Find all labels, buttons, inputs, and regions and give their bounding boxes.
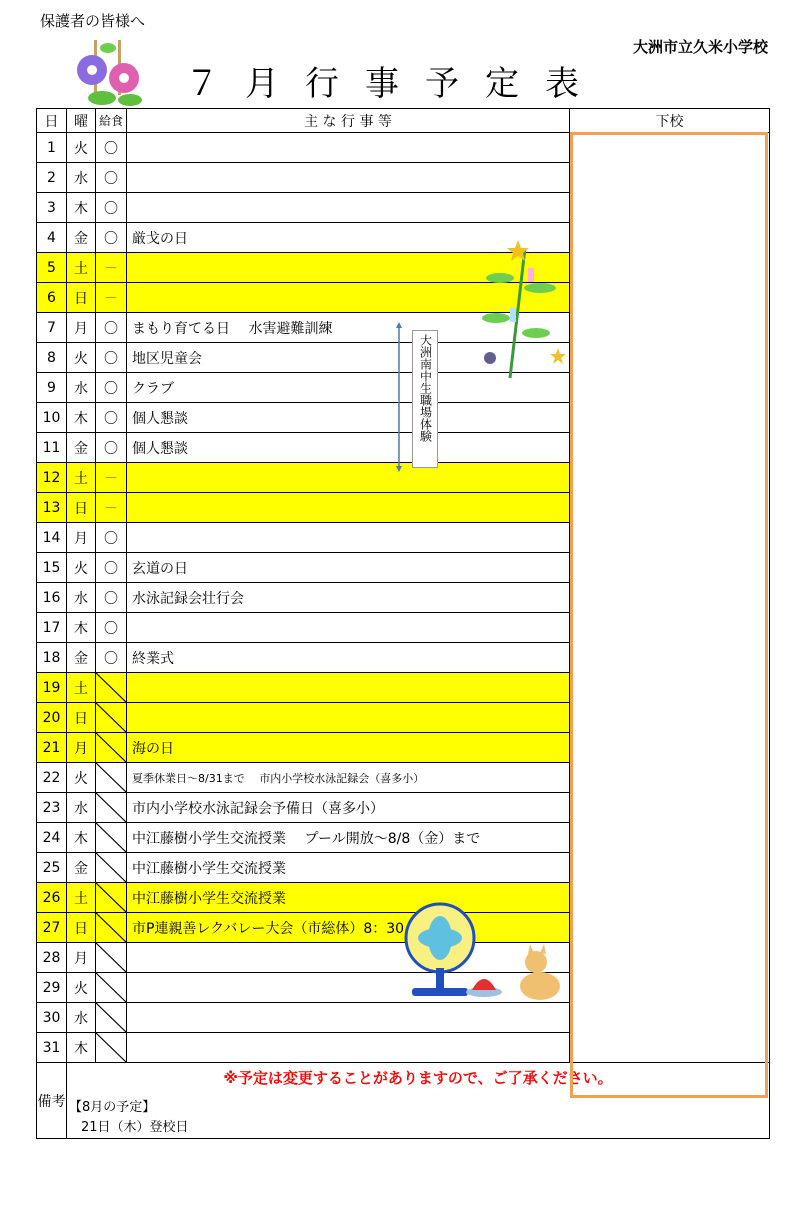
double-arrow-icon: [396, 322, 402, 472]
meal-none-slash: [96, 1033, 127, 1063]
event-text: [127, 703, 570, 733]
day-number: 3: [37, 193, 67, 223]
memo-label: 備考: [37, 1063, 67, 1139]
day-number: 5: [37, 253, 67, 283]
day-number: 7: [37, 313, 67, 343]
meal-mark: －: [96, 253, 127, 283]
weekday: 木: [67, 193, 96, 223]
day-number: 2: [37, 163, 67, 193]
day-number: 26: [37, 883, 67, 913]
weekday: 土: [67, 673, 96, 703]
day-number: 15: [37, 553, 67, 583]
event-text: 市内小学校水泳記録会予備日（喜多小）: [127, 793, 570, 823]
event-text: [127, 1003, 570, 1033]
event-text: 個人懇談: [127, 403, 570, 433]
weekday: 日: [67, 703, 96, 733]
event-text: [127, 523, 570, 553]
event-text: 中江藤樹小学生交流授業: [127, 883, 570, 913]
recipient-label: 保護者の皆様へ: [40, 12, 146, 30]
day-number: 25: [37, 853, 67, 883]
meal-none-slash: [96, 673, 127, 703]
meal-mark: －: [96, 463, 127, 493]
school-name: 大洲市立久米小学校: [632, 38, 768, 56]
event-text: 中江藤樹小学生交流授業: [127, 853, 570, 883]
day-number: 9: [37, 373, 67, 403]
event-text: 市P連親善レクバレー大会（市総体）8：30: [127, 913, 570, 943]
event-text: 厳戈の日: [127, 223, 570, 253]
col-day: 日: [37, 109, 67, 133]
meal-mark: 〇: [96, 343, 127, 373]
day-number: 24: [37, 823, 67, 853]
side-note: [412, 330, 438, 468]
meal-mark: －: [96, 493, 127, 523]
meal-mark: 〇: [96, 583, 127, 613]
weekday: 金: [67, 643, 96, 673]
col-events: 主 な 行 事 等: [127, 109, 570, 133]
event-text: クラブ: [127, 373, 570, 403]
event-text: 水泳記録会壮行会: [127, 583, 570, 613]
day-number: 1: [37, 133, 67, 163]
day-number: 16: [37, 583, 67, 613]
meal-mark: 〇: [96, 613, 127, 643]
day-number: 11: [37, 433, 67, 463]
meal-none-slash: [96, 703, 127, 733]
event-text: [127, 1033, 570, 1063]
weekday: 日: [67, 493, 96, 523]
event-text: 玄道の日: [127, 553, 570, 583]
event-text: [127, 493, 570, 523]
meal-mark: 〇: [96, 313, 127, 343]
meal-none-slash: [96, 943, 127, 973]
weekday: 火: [67, 973, 96, 1003]
meal-none-slash: [96, 973, 127, 1003]
weekday: 金: [67, 853, 96, 883]
tanabata-bamboo-illustration: [470, 238, 570, 388]
col-dismissal: 下校: [570, 109, 770, 133]
day-number: 31: [37, 1033, 67, 1063]
event-text: 終業式: [127, 643, 570, 673]
weekday: 月: [67, 733, 96, 763]
event-text: 地区児童会: [127, 343, 570, 373]
day-number: 19: [37, 673, 67, 703]
day-number: 21: [37, 733, 67, 763]
weekday: 水: [67, 163, 96, 193]
weekday: 金: [67, 433, 96, 463]
day-number: 17: [37, 613, 67, 643]
weekday: 月: [67, 943, 96, 973]
meal-mark: 〇: [96, 553, 127, 583]
col-meal: 給食: [96, 109, 127, 133]
event-text: 夏季休業日～8/31まで 市内小学校水泳記録会（喜多小）: [127, 763, 570, 793]
weekday: 月: [67, 313, 96, 343]
weekday: 木: [67, 1033, 96, 1063]
weekday: 土: [67, 883, 96, 913]
meal-none-slash: [96, 883, 127, 913]
august-item: 21日（木）登校日: [81, 1120, 189, 1135]
day-number: 23: [37, 793, 67, 823]
meal-none-slash: [96, 853, 127, 883]
weekday: 月: [67, 523, 96, 553]
august-title: 【8月の予定】: [69, 1100, 156, 1115]
col-weekday: 曜: [67, 109, 96, 133]
meal-mark: 〇: [96, 433, 127, 463]
weekday: 水: [67, 1003, 96, 1033]
event-text: 個人懇談: [127, 433, 570, 463]
meal-mark: 〇: [96, 373, 127, 403]
weekday: 木: [67, 613, 96, 643]
fan-cat-illustration: [402, 896, 572, 1006]
meal-none-slash: [96, 1003, 127, 1033]
header-row: [37, 109, 770, 133]
weekday: 火: [67, 553, 96, 583]
event-text: 中江藤樹小学生交流授業 プール開放～8/8（金）まで: [127, 823, 570, 853]
weekday: 火: [67, 763, 96, 793]
day-number: 8: [37, 343, 67, 373]
side-note-text: 大洲南中生職場体験: [418, 334, 433, 442]
meal-mark: 〇: [96, 523, 127, 553]
weekday: 水: [67, 373, 96, 403]
day-number: 30: [37, 1003, 67, 1033]
day-number: 22: [37, 763, 67, 793]
day-number: 14: [37, 523, 67, 553]
day-number: 4: [37, 223, 67, 253]
event-text: [127, 133, 570, 163]
weekday: 日: [67, 913, 96, 943]
meal-none-slash: [96, 913, 127, 943]
day-number: 12: [37, 463, 67, 493]
page-title: ７月行事予定表: [185, 64, 605, 104]
meal-none-slash: [96, 763, 127, 793]
change-notice: ※予定は変更することがありますので、ご了承ください。: [223, 1069, 613, 1087]
event-text: [127, 163, 570, 193]
day-number: 18: [37, 643, 67, 673]
day-number: 13: [37, 493, 67, 523]
day-number: 6: [37, 283, 67, 313]
weekday: 水: [67, 793, 96, 823]
event-text: [127, 673, 570, 703]
event-text: [127, 463, 570, 493]
weekday: 火: [67, 343, 96, 373]
weekday: 木: [67, 823, 96, 853]
meal-mark: －: [96, 283, 127, 313]
event-text: [127, 193, 570, 223]
day-number: 20: [37, 703, 67, 733]
weekday: 金: [67, 223, 96, 253]
meal-mark: 〇: [96, 193, 127, 223]
weekday: 土: [67, 463, 96, 493]
event-text: 海の日: [127, 733, 570, 763]
event-text: [127, 613, 570, 643]
meal-mark: 〇: [96, 223, 127, 253]
meal-mark: 〇: [96, 643, 127, 673]
weekday: 土: [67, 253, 96, 283]
day-number: 27: [37, 913, 67, 943]
meal-mark: 〇: [96, 403, 127, 433]
day-number: 10: [37, 403, 67, 433]
meal-mark: 〇: [96, 133, 127, 163]
meal-none-slash: [96, 733, 127, 763]
weekday: 水: [67, 583, 96, 613]
weekday: 日: [67, 283, 96, 313]
weekday: 木: [67, 403, 96, 433]
meal-none-slash: [96, 823, 127, 853]
morning-glory-illustration: [72, 38, 152, 110]
day-number: 28: [37, 943, 67, 973]
weekday: 火: [67, 133, 96, 163]
meal-none-slash: [96, 793, 127, 823]
dismissal-frame: [570, 132, 768, 1098]
day-number: 29: [37, 973, 67, 1003]
event-text: まもり育てる日 水害避難訓練: [127, 313, 570, 343]
meal-mark: 〇: [96, 163, 127, 193]
